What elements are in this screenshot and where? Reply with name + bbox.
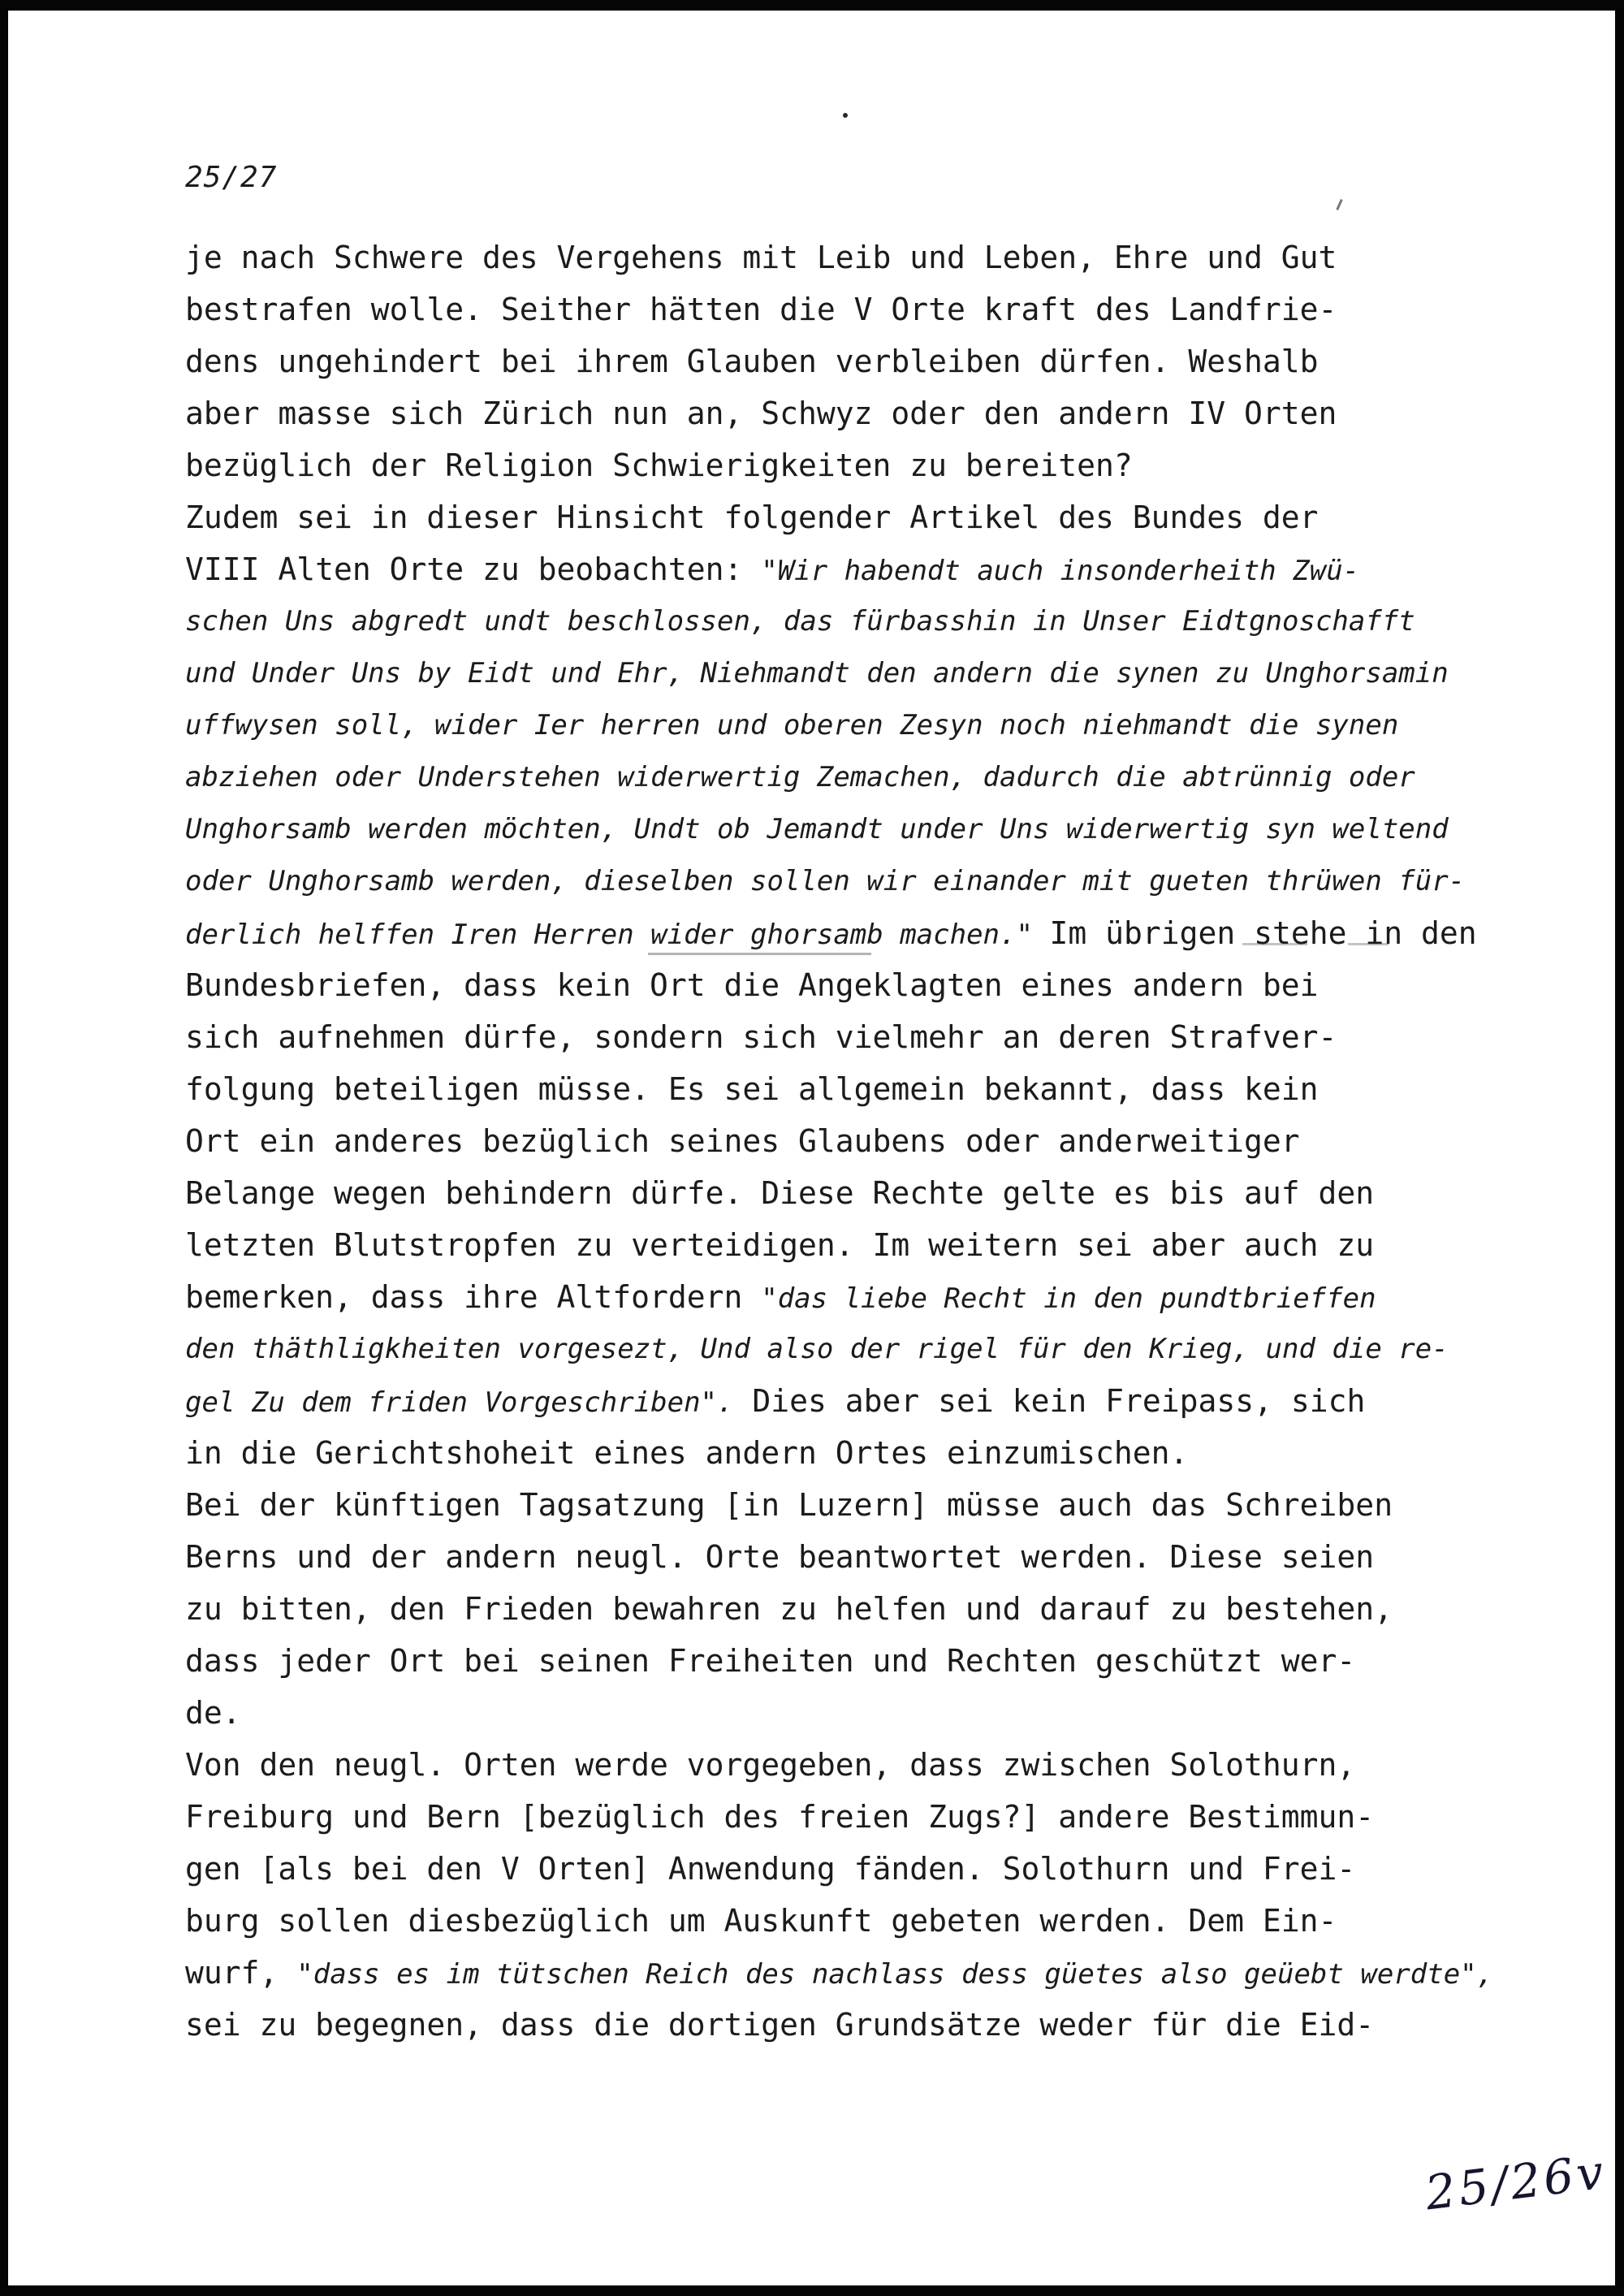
text-segment: Bundesbriefen, dass kein Ort die Angeklagten eines andern bei [185, 967, 1319, 1003]
quoted-text-segment: den thäthligkheiten vorgesezt, Und also der rigel für den Krieg, und die re- [185, 1333, 1449, 1365]
text-line [185, 1687, 1525, 1739]
quoted-text-segment: "Wir habendt auch insonderheith Zwü- [761, 555, 1360, 587]
text-line [185, 959, 1525, 1011]
text-line [185, 803, 1525, 855]
text-segment: Zudem sei in dieser Hinsicht folgender Artikel des Bundes der [185, 499, 1319, 535]
text-segment: bezüglich der Religion Schwierigkeiten zu bereiten? [185, 448, 1133, 483]
text-line [185, 595, 1525, 647]
text-line [185, 1479, 1525, 1531]
text-segment: zu bitten, den Frieden bewahren zu helfen und darauf zu bestehen, [185, 1591, 1393, 1627]
scan-artifact-tick [1336, 199, 1342, 210]
text-line [185, 1427, 1525, 1479]
text-line [185, 231, 1525, 283]
quoted-text-segment: schen Uns abgredt undt beschlossen, das fürbasshin in Unser Eidtgnoschafft [185, 605, 1415, 638]
handwritten-annotation: 25/26v [1422, 2143, 1610, 2221]
text-line [185, 1167, 1525, 1219]
text-line [185, 543, 1525, 595]
text-segment: Von den neugl. Orten werde vorgegeben, dass zwischen Solothurn, [185, 1747, 1356, 1783]
text-segment: Ort ein anderes bezüglich seines Glaubens oder anderweitiger [185, 1123, 1300, 1159]
text-segment: gen [als bei den V Orten] Anwendung fänden. Solothurn und Frei- [185, 1851, 1356, 1887]
text-segment: Belange wegen behindern dürfe. Diese Rechte gelte es bis auf den [185, 1175, 1375, 1211]
text-line [185, 1999, 1525, 2051]
text-segment: je nach Schwere des Vergehens mit Leib und Leben, Ehre und Gut [185, 240, 1337, 275]
text-segment: aber masse sich Zürich nun an, Schwyz oder den andern IV Orten [185, 396, 1337, 431]
text-line [185, 1219, 1525, 1271]
text-segment: VIII Alten Orte zu beobachten: [185, 551, 762, 587]
text-line [185, 1947, 1525, 1999]
text-line [185, 1531, 1525, 1583]
text-line [185, 491, 1525, 543]
text-line [185, 387, 1525, 439]
text-line [185, 647, 1525, 699]
text-line [185, 439, 1525, 491]
text-segment: bemerken, dass ihre Altfordern [185, 1279, 762, 1315]
text-segment: letzten Blutstropfen zu verteidigen. Im weitern sei aber auch zu [185, 1227, 1375, 1263]
text-line [185, 1115, 1525, 1167]
text-line [185, 1843, 1525, 1895]
text-segment: in die Gerichtshoheit eines andern Ortes einzumischen. [185, 1435, 1189, 1471]
text-segment: folgung beteiligen müsse. Es sei allgemein bekannt, dass kein [185, 1071, 1319, 1107]
text-line [185, 751, 1525, 803]
text-line [185, 1323, 1525, 1375]
text-line [185, 283, 1525, 335]
text-segment: sich aufnehmen dürfe, sondern sich vielmehr an deren Strafver- [185, 1019, 1337, 1055]
text-line [185, 1583, 1525, 1635]
text-segment: Bei der künftigen Tagsatzung [in Luzern] müsse auch das Schreiben [185, 1487, 1393, 1523]
text-segment: Im übrigen stehe in den [1049, 915, 1477, 951]
quoted-text-segment: und Under Uns by Eidt und Ehr, Niehmandt den andern die synen zu Unghorsamin [185, 657, 1449, 690]
quoted-text-segment: "das liebe Recht in den pundtbrieffen [761, 1282, 1376, 1315]
quoted-text-segment: derlich helffen Iren Herren wider ghorsamb machen." [185, 919, 1050, 951]
text-segment: Freiburg und Bern [bezüglich des freien Zugs?] andere Bestimmun- [185, 1799, 1375, 1835]
quoted-text-segment: abziehen oder Understehen widerwertig Zemachen, dadurch die abtrünnig oder [185, 761, 1415, 793]
text-line [185, 1739, 1525, 1791]
text-line [185, 1895, 1525, 1947]
text-line [185, 1011, 1525, 1063]
text-line [185, 699, 1525, 751]
text-line [185, 1635, 1525, 1687]
quoted-text-segment: oder Unghorsamb werden, dieselben sollen wir einander mit gueten thrüwen für- [185, 865, 1466, 897]
text-line [185, 855, 1525, 907]
scan-artifact-dot [843, 113, 848, 118]
text-segment: dass jeder Ort bei seinen Freiheiten und Rechten geschützt wer- [185, 1643, 1356, 1679]
page-number: 25/27 [185, 161, 278, 194]
text-segment: Dies aber sei kein Freipass, sich [733, 1383, 1366, 1419]
text-line [185, 1063, 1525, 1115]
quoted-text-segment: "dass es im tütschen Reich des nachlass dess güetes also geüebt werdte", [296, 1958, 1494, 1991]
text-line [185, 1791, 1525, 1843]
quoted-text-segment: Unghorsamb werden möchten, Undt ob Jemandt under Uns widerwertig syn weltend [185, 813, 1449, 845]
text-segment: wurf, [185, 1955, 297, 1991]
text-segment: de. [185, 1695, 241, 1731]
text-segment: sei zu begegnen, dass die dortigen Grundsätze weder für die Eid- [185, 2007, 1375, 2043]
text-line [185, 907, 1525, 959]
text-line [185, 335, 1525, 387]
text-segment: burg sollen diesbezüglich um Auskunft gebeten werden. Dem Ein- [185, 1903, 1337, 1939]
text-segment: dens ungehindert bei ihrem Glauben verbleiben dürfen. Weshalb [185, 344, 1319, 379]
quoted-text-segment: uffwysen soll, wider Ier herren und oberen Zesyn noch niehmandt die synen [185, 709, 1399, 742]
text-segment: Berns und der andern neugl. Orte beantwortet werden. Diese seien [185, 1539, 1375, 1575]
text-line [185, 1375, 1525, 1427]
quoted-text-segment: gel Zu dem friden Vorgeschriben". [185, 1386, 734, 1419]
document-text [185, 231, 1525, 2051]
text-segment: bestrafen wolle. Seither hätten die V Orte kraft des Landfrie- [185, 292, 1337, 327]
text-line [185, 1271, 1525, 1323]
